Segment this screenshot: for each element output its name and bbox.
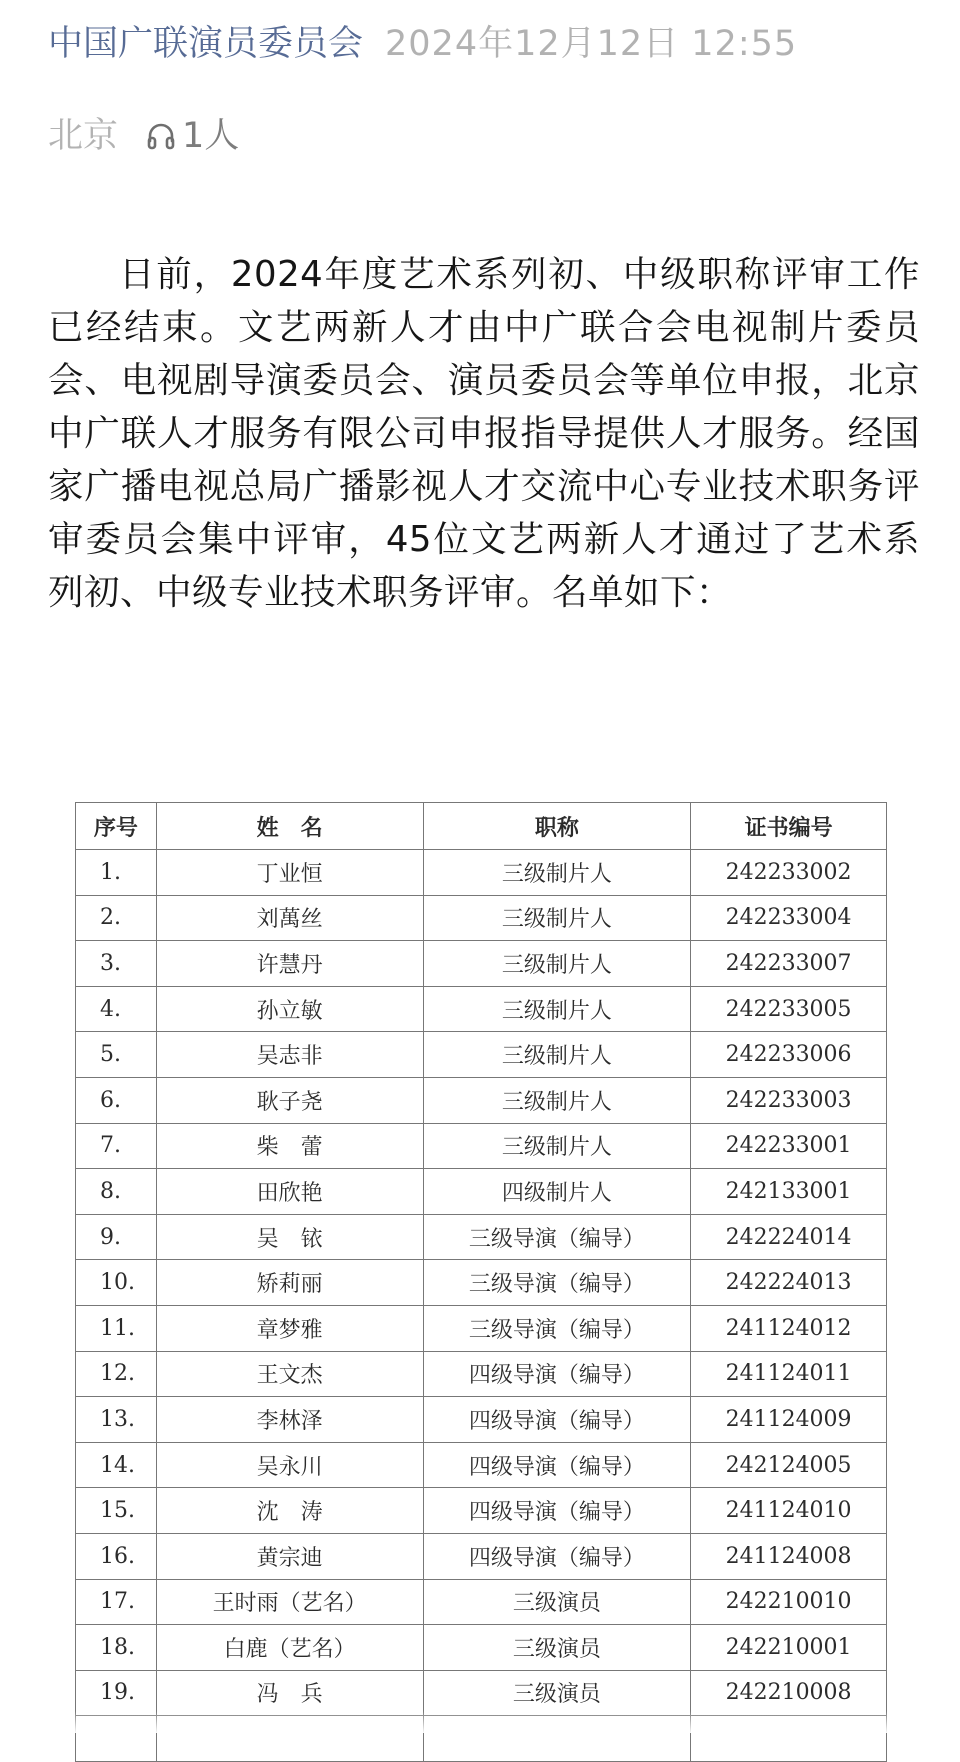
cell-name: 白鹿（艺名） — [156, 1625, 423, 1671]
cell-serial: 18. — [76, 1625, 157, 1671]
cell-serial: 11. — [76, 1305, 157, 1351]
table-row — [76, 1077, 887, 1123]
cell-cert-number: 242133001 — [691, 1169, 887, 1215]
cell-cert-number: 241124012 — [691, 1305, 887, 1351]
listen-button[interactable] — [146, 112, 239, 160]
cell-name: 李林泽 — [156, 1397, 423, 1443]
cell-serial: 9. — [76, 1214, 157, 1260]
cell-name: 王文杰 — [156, 1351, 423, 1397]
cell-serial: 17. — [76, 1579, 157, 1625]
table-row — [76, 1397, 887, 1443]
table-row — [76, 1579, 887, 1625]
table-row — [76, 1214, 887, 1260]
listen-count: 1人 — [182, 116, 240, 156]
cell-title: 三级制片人 — [423, 1123, 690, 1169]
cell-title: 三级制片人 — [423, 850, 690, 896]
table-row — [76, 1488, 887, 1534]
cell-name: 黄宗迪 — [156, 1533, 423, 1579]
table-row — [76, 1351, 887, 1397]
cell-name: 冯 兵 — [156, 1670, 423, 1716]
cell-serial: 3. — [76, 941, 157, 987]
cell-title: 三级制片人 — [423, 986, 690, 1032]
cell-title: 三级导演（编导） — [423, 1305, 690, 1351]
cell-cert-number: 241124011 — [691, 1351, 887, 1397]
cell-title: 四级导演（编导） — [423, 1397, 690, 1443]
cell-cert-number: 242224013 — [691, 1260, 887, 1306]
headphones-icon — [146, 121, 176, 151]
cell-cert-number: 241124010 — [691, 1488, 887, 1534]
cell-cert-number: 242124005 — [691, 1442, 887, 1488]
cell-title: 三级演员 — [423, 1579, 690, 1625]
cell-serial: 2. — [76, 895, 157, 941]
cell-serial: 14. — [76, 1442, 157, 1488]
cell-cert-number: 242210010 — [691, 1579, 887, 1625]
cell-title: 四级导演（编导） — [423, 1442, 690, 1488]
bottom-fade — [0, 1711, 960, 1733]
table-row — [76, 986, 887, 1032]
cell-serial: 10. — [76, 1260, 157, 1306]
header-title: 职称 — [423, 803, 690, 850]
article-paragraph: 日前，2024年度艺术系列初、中级职称评审工作已经结束。文艺两新人才由中广联合会电视制片委员会、电视剧导演委员会、演员委员会等单位申报，北京中广联人才服务有限公司申报指导提供人才服务。经国家广播电视总局广播影视人才交流中心专业技术职务评审委员会集中评审，45位文艺两新人才通过了艺术系列初、中级专业技术职务评审。名单如下： — [48, 254, 920, 613]
cell-name: 吴志非 — [156, 1032, 423, 1078]
cell-serial: 13. — [76, 1397, 157, 1443]
header-serial: 序号 — [76, 803, 157, 850]
cell-serial: 6. — [76, 1077, 157, 1123]
table-row — [76, 1625, 887, 1671]
table-row — [76, 1169, 887, 1215]
cell-cert-number: 242233003 — [691, 1077, 887, 1123]
table-row — [76, 1670, 887, 1716]
cell-cert-number: 241124009 — [691, 1397, 887, 1443]
location-label: 北京 — [48, 116, 119, 156]
table-row — [76, 895, 887, 941]
certificate-list-image — [75, 802, 887, 1762]
cell-serial: 8. — [76, 1169, 157, 1215]
cell-cert-number: 242233005 — [691, 986, 887, 1032]
cell-name: 田欣艳 — [156, 1169, 423, 1215]
cell-serial: 7. — [76, 1123, 157, 1169]
cell-name: 吴永川 — [156, 1442, 423, 1488]
table-row — [76, 1305, 887, 1351]
cell-serial: 16. — [76, 1533, 157, 1579]
cell-name: 沈 涛 — [156, 1488, 423, 1534]
cell-serial: 5. — [76, 1032, 157, 1078]
cell-cert-number: 242210001 — [691, 1625, 887, 1671]
cell-title: 三级制片人 — [423, 895, 690, 941]
article-header — [48, 20, 940, 160]
cell-serial: 4. — [76, 986, 157, 1032]
meta-row-account — [48, 20, 940, 68]
cell-cert-number: 242224014 — [691, 1214, 887, 1260]
cell-name: 丁业恒 — [156, 850, 423, 896]
publish-time: 2024年12月12日 12:55 — [385, 24, 798, 64]
cell-name: 许慧丹 — [156, 941, 423, 987]
cell-cert-number: 242233006 — [691, 1032, 887, 1078]
cell-serial: 19. — [76, 1670, 157, 1716]
table-header-row — [76, 803, 887, 850]
cell-cert-number: 241124008 — [691, 1533, 887, 1579]
table-row — [76, 941, 887, 987]
table-row — [76, 1032, 887, 1078]
cell-title: 三级导演（编导） — [423, 1214, 690, 1260]
header-name: 姓 名 — [156, 803, 423, 850]
cell-title: 四级导演（编导） — [423, 1488, 690, 1534]
header-cert-number: 证书编号 — [691, 803, 887, 850]
cell-title: 三级导演（编导） — [423, 1260, 690, 1306]
cell-name: 刘萬丝 — [156, 895, 423, 941]
account-name-link[interactable]: 中国广联演员委员会 — [48, 24, 364, 64]
table-row — [76, 850, 887, 896]
cell-title: 三级制片人 — [423, 1032, 690, 1078]
cell-cert-number: 242210008 — [691, 1670, 887, 1716]
cell-name: 矫莉丽 — [156, 1260, 423, 1306]
cell-name: 吴 铱 — [156, 1214, 423, 1260]
table-row — [76, 1533, 887, 1579]
cell-title: 四级导演（编导） — [423, 1351, 690, 1397]
table-row — [76, 1442, 887, 1488]
cell-cert-number: 242233002 — [691, 850, 887, 896]
cell-title: 四级导演（编导） — [423, 1533, 690, 1579]
table-body — [76, 850, 887, 1762]
cell-serial: 1. — [76, 850, 157, 896]
cell-title: 三级演员 — [423, 1625, 690, 1671]
cell-name: 柴 蕾 — [156, 1123, 423, 1169]
table-row — [76, 1260, 887, 1306]
cell-cert-number: 242233001 — [691, 1123, 887, 1169]
cell-name: 耿子尧 — [156, 1077, 423, 1123]
cell-title: 三级制片人 — [423, 1077, 690, 1123]
cell-title: 三级制片人 — [423, 941, 690, 987]
cell-title: 四级制片人 — [423, 1169, 690, 1215]
table-row — [76, 1123, 887, 1169]
meta-row-location — [48, 112, 940, 160]
cell-title: 三级演员 — [423, 1670, 690, 1716]
article-body — [48, 248, 920, 619]
cell-name: 章梦雅 — [156, 1305, 423, 1351]
cell-name: 孙立敏 — [156, 986, 423, 1032]
cell-cert-number: 242233004 — [691, 895, 887, 941]
cell-serial: 15. — [76, 1488, 157, 1534]
cell-serial: 12. — [76, 1351, 157, 1397]
cell-name: 王时雨（艺名） — [156, 1579, 423, 1625]
cell-cert-number: 242233007 — [691, 941, 887, 987]
certificate-table — [75, 802, 887, 1762]
